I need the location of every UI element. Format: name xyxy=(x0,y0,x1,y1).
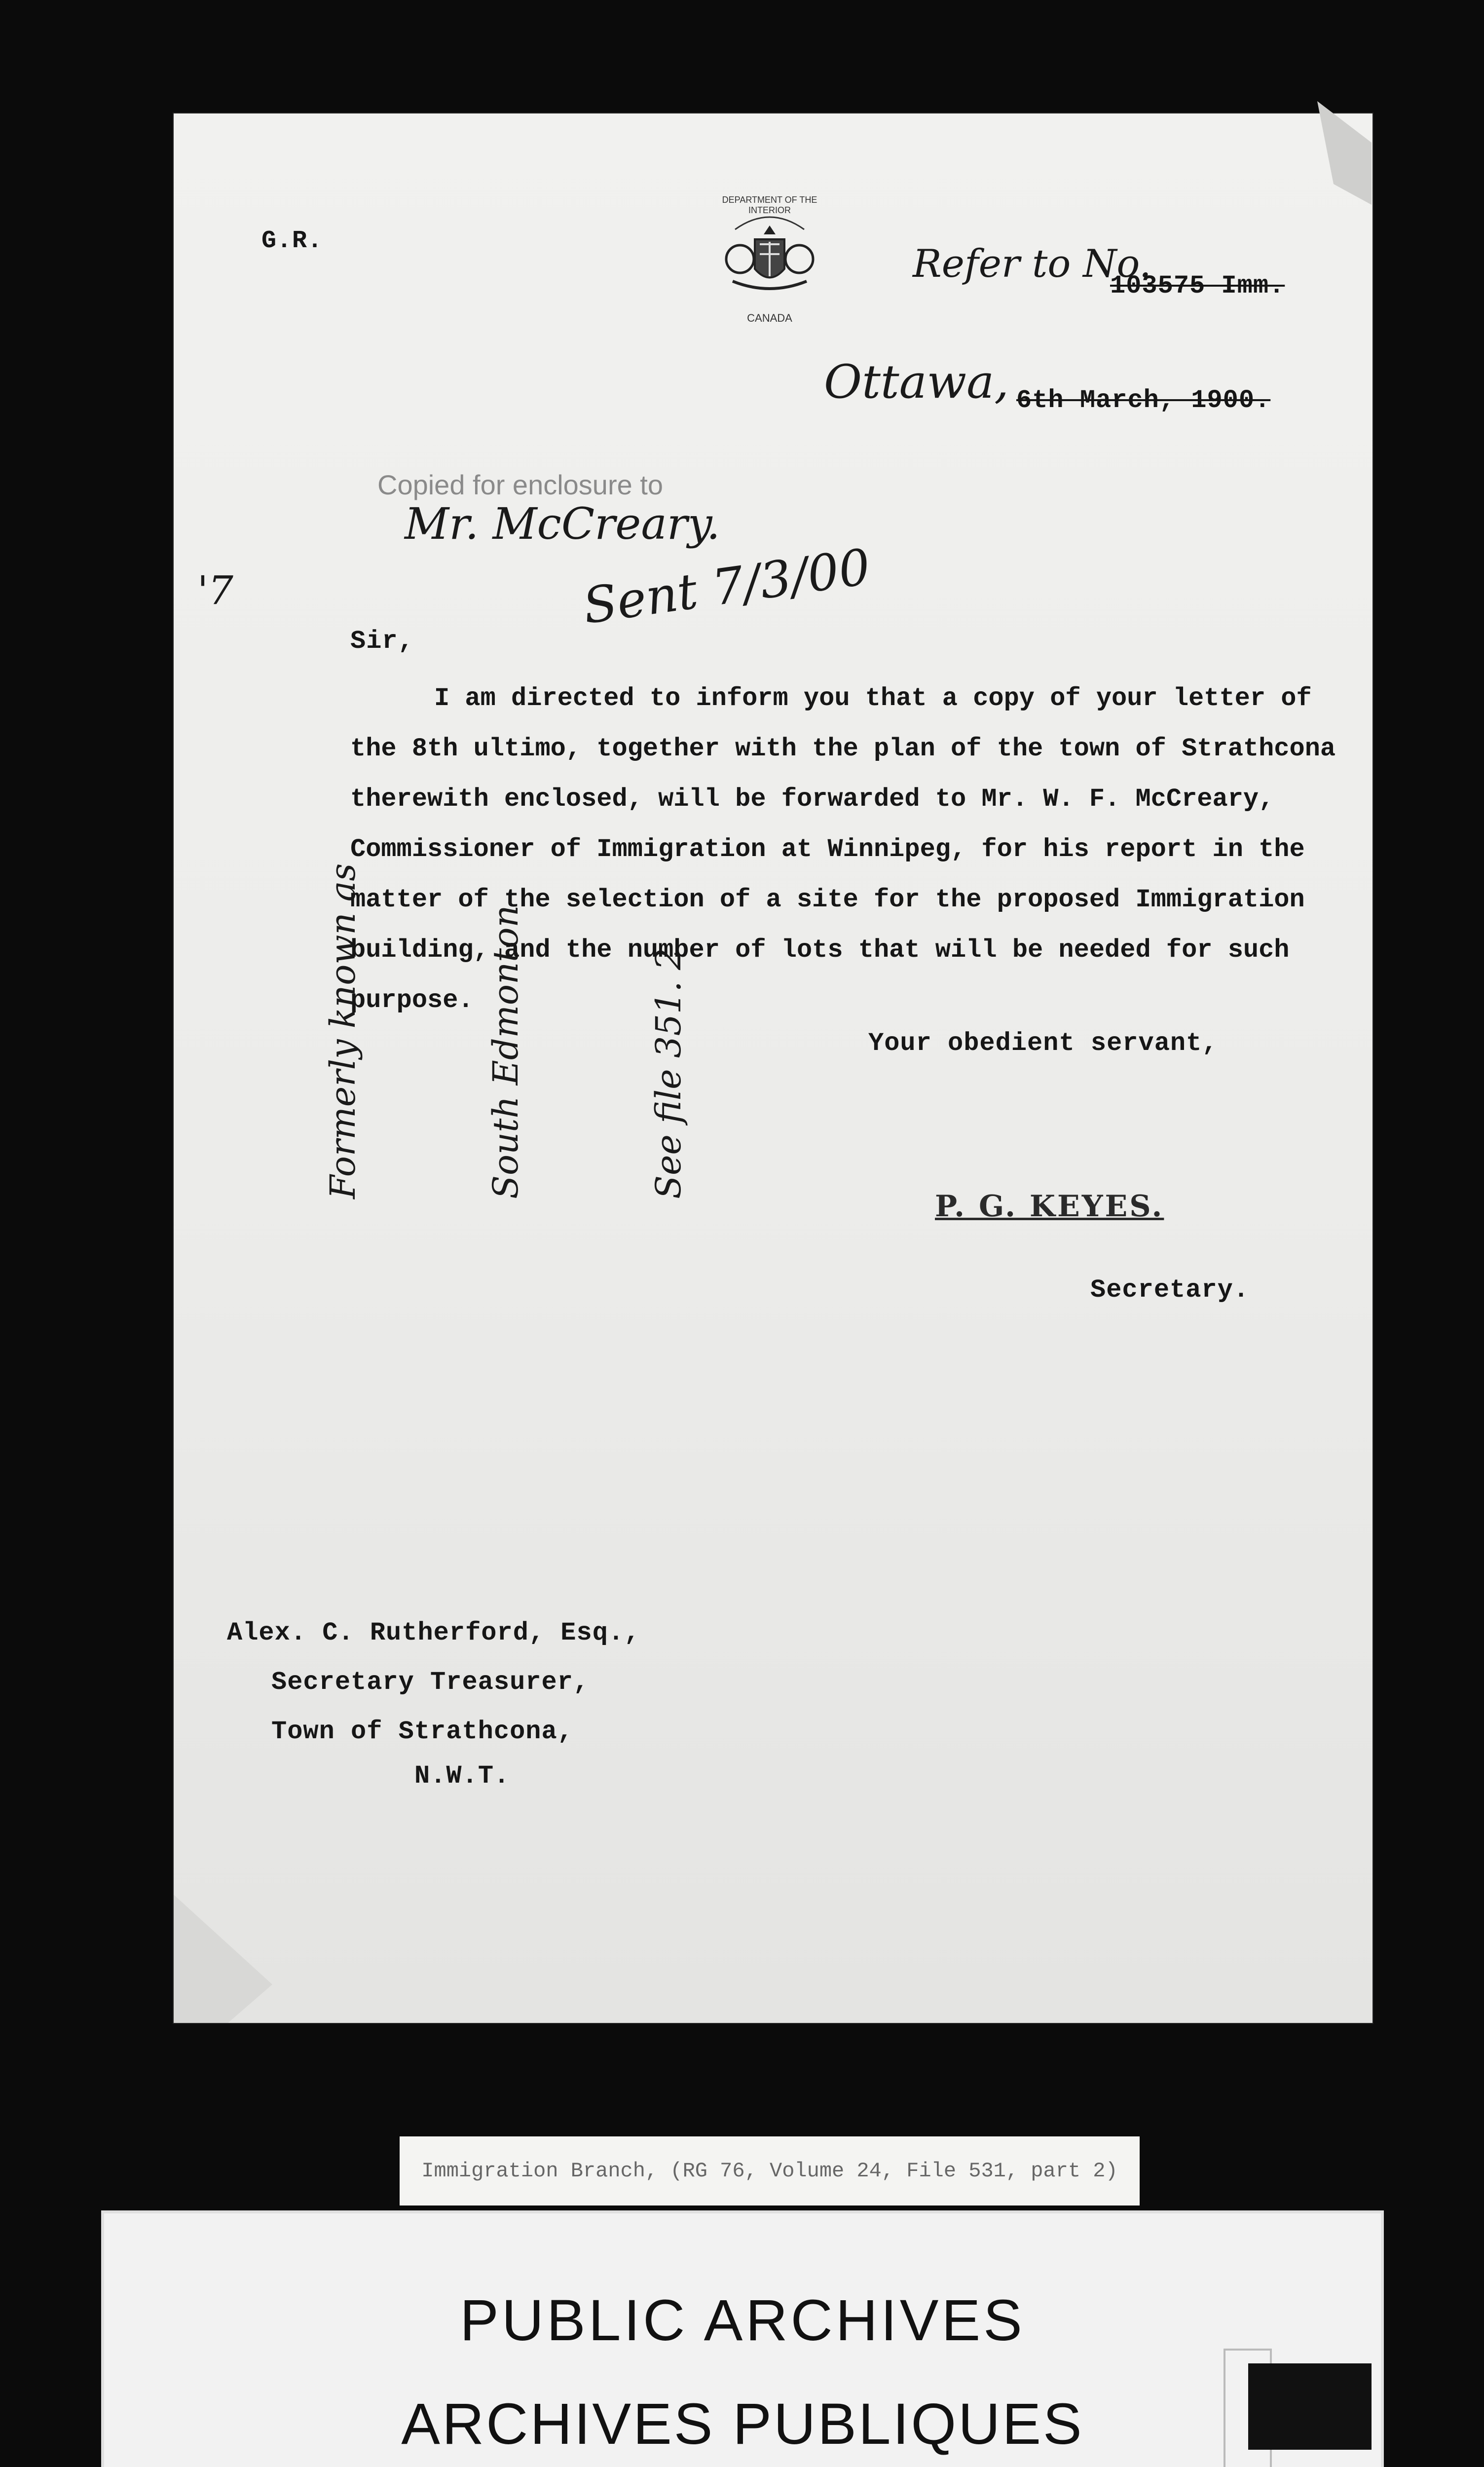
refer-number: 103575 Imm. xyxy=(1110,271,1285,300)
addressee-line: Alex. C. Rutherford, Esq., xyxy=(227,1618,640,1647)
body-line: the 8th ultimo, together with the plan of the town of Strathcona xyxy=(350,734,1336,763)
crest-bottom-text: CANADA xyxy=(747,312,792,324)
banner-line-french: ARCHIVES PUBLIQUES xyxy=(401,2392,1084,2457)
body-line: I am directed to inform you that a copy of your letter of xyxy=(434,684,1312,713)
signatory-title: Secretary. xyxy=(1090,1275,1250,1305)
sent-note: Sent 7/3/00 xyxy=(579,537,874,635)
letter-date: 6th March, 1900. xyxy=(1016,386,1271,415)
body-line: purpose. xyxy=(350,986,474,1015)
letter-body xyxy=(350,673,1336,1026)
addressee-line: Secretary Treasurer, xyxy=(271,1668,590,1697)
archive-reference-tag: Immigration Branch, (RG 76, Volume 24, File 531, part 2) xyxy=(400,2136,1140,2205)
banner-line-english: PUBLIC ARCHIVES xyxy=(460,2288,1025,2353)
side-note-line: See file 351. 2 xyxy=(648,948,689,1199)
margin-mark: '7 xyxy=(197,567,233,613)
body-line: matter of the selection of a site for the proposed Immigration xyxy=(350,885,1305,914)
body-line: therewith enclosed, will be forwarded to Mr. W. F. McCreary, xyxy=(350,785,1274,814)
banner-dark-block xyxy=(1248,2363,1372,2450)
salutation: Sir, xyxy=(350,627,414,656)
addressee-line: N.W.T. xyxy=(414,1761,510,1791)
refer-label: Refer to No. xyxy=(913,242,1151,286)
archive-banner xyxy=(101,2210,1384,2467)
crest-top-text: DEPARTMENT OF THE INTERIOR xyxy=(722,195,817,215)
initials: G.R. xyxy=(261,227,323,255)
copied-stamp: Copied for enclosure to xyxy=(377,469,664,500)
body-line: building, and the number of lots that will be needed for such xyxy=(350,935,1290,965)
body-line: Commissioner of Immigration at Winnipeg, for his report in the xyxy=(350,835,1305,864)
addressee-line: Town of Strathcona, xyxy=(271,1717,573,1746)
closing: Your obedient servant, xyxy=(868,1029,1218,1058)
signature-stamp: P. G. KEYES. xyxy=(935,1189,1164,1224)
side-note-line: South Edmonton xyxy=(485,905,526,1199)
place: Ottawa, xyxy=(824,355,1009,409)
side-note-line: Formerly known as xyxy=(323,863,363,1199)
copied-to-note: Mr. McCreary. xyxy=(405,498,720,549)
